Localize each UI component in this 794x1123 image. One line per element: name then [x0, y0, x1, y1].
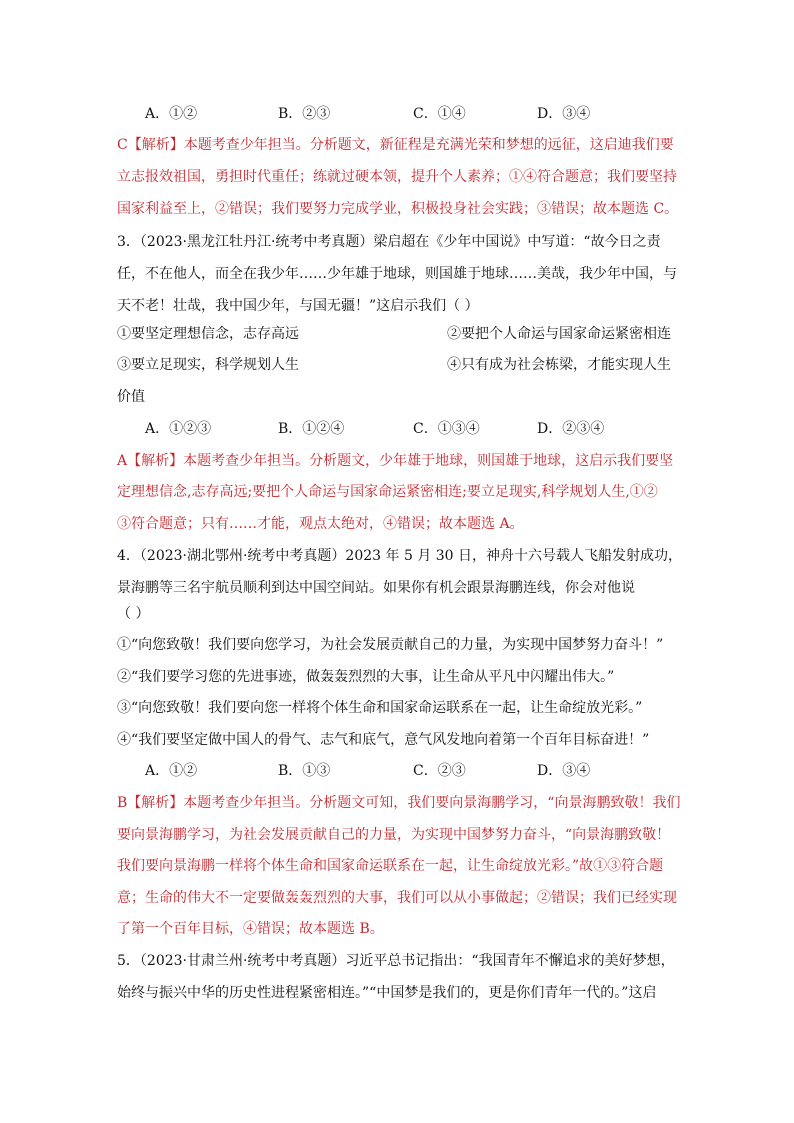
- q3-analysis-text-1: 本题考查少年担当。分析题文，少年雄于地球，则国雄于地球，这启示我们要坚: [183, 453, 674, 469]
- q4-option-d: D．③④: [537, 763, 591, 779]
- q4-analysis-line-5: 了第一个百年目标，④错误；故本题选 B。: [117, 921, 384, 937]
- q4-analysis-tag: 【解析】: [127, 795, 184, 811]
- q2-option-a: A．①②: [145, 106, 198, 122]
- q4-analysis-text-4c: 我们已经实现: [593, 890, 677, 906]
- q3-option-b: B．①②④: [278, 421, 345, 437]
- q4-answer-letter: B: [117, 795, 128, 811]
- q4-stem-line-1: 4．（2023·湖北鄂州·统考中考真题）2023 年 5 月 30 日，神舟十六号载人飞船发射成功，: [117, 548, 683, 564]
- q3-stem-line-1: 3．（2023·黑龙江牡丹江·统考中考真题）梁启超在《少年中国说》中写道：“故今日之责: [117, 234, 661, 250]
- q4-statement-3: ③“向您致敬！我们要向您一样将个体生命和国家命运联系在一起，让生命绽放光彩。”: [117, 700, 643, 716]
- q4-analysis-line-2: [117, 825, 677, 845]
- q4-analysis-line-3: [117, 856, 677, 876]
- q3-analysis-line-3: ③符合题意；只有……才能，观点太绝对，④错误；故本题选 A。: [117, 516, 524, 532]
- q4-analysis-line-4: [117, 888, 677, 908]
- q4-analysis-text-2b: “向景海鹏致敬！: [565, 827, 671, 843]
- q4-analysis-text-4b: ②错误；: [537, 890, 593, 906]
- q5-stem-line-1: 5．（2023·甘肃兰州·统考中考真题）习近平总书记指出：“我国青年不懈追求的美好梦想，: [117, 953, 675, 969]
- q2-analysis-tag: 【解析】: [127, 137, 184, 153]
- q4-analysis-text-4a: 意；生命的伟大不一定要做轰轰烈烈的大事，我们可以从小事做起；: [117, 890, 537, 906]
- q4-option-b: B．①③: [278, 763, 331, 779]
- q4-analysis-text-2a: 要向景海鹏学习，为社会发展贡献自己的力量，为实现中国梦努力奋斗，: [117, 827, 565, 843]
- q4-analysis-text-3b: 故①③符合题: [579, 858, 664, 874]
- q2-analysis-line-2: [117, 167, 677, 187]
- q2-analysis-text-1: 本题考查少年担当。分析题文，新征程是充满光荣和梦想的远征，这启迪我们要: [183, 137, 674, 153]
- q3-statement-1: ①要坚定理想信念，志存高远: [117, 326, 299, 342]
- q2-option-d: D．③④: [537, 106, 591, 122]
- q4-analysis-text-1b: “向景海鹏致敬！我们: [547, 795, 681, 811]
- q4-option-c: C．②③: [413, 763, 466, 779]
- q4-option-a: A．①②: [145, 763, 198, 779]
- q4-stem-line-2: 景海鹏等三名宇航员顺利到达中国空间站。如果你有机会跟景海鹏连线，你会对他说: [117, 580, 635, 596]
- q3-stem-line-3: 天不老！壮哉，我中国少年，与国无疆！”这启示我们（ ）: [117, 298, 479, 314]
- q4-stem-line-3: （ ）: [117, 606, 150, 622]
- q3-statement-3: ③要立足现实，科学规划人生: [117, 357, 299, 373]
- q3-analysis-line-1: [117, 451, 677, 471]
- q3-statement-4-cont: 价值: [117, 389, 145, 405]
- q3-statement-4: ④只有成为社会栋梁，才能实现人生: [447, 357, 671, 373]
- q3-analysis-tag: 【解析】: [127, 453, 184, 469]
- q3-statement-2: ②要把个人命运与国家命运紧密相连: [447, 326, 671, 342]
- q4-statement-2: ②“我们要学习您的先进事迹，做轰轰烈烈的大事，让生命从平凡中闪耀出伟大。”: [117, 669, 615, 685]
- q3-answer-letter: A: [117, 453, 128, 469]
- q2-option-c: C．①④: [413, 106, 466, 122]
- q2-analysis-line-3: 国家利益至上，②错误；我们要努力完成学业，积极投身社会实践；③错误；故本题选 C。: [117, 201, 679, 217]
- q4-analysis-text-1a: 本题考查少年担当。分析题文可知，我们要向景海鹏学习，: [183, 795, 548, 811]
- q3-option-c: C．①③④: [413, 421, 480, 437]
- q4-analysis-line-1: [117, 793, 681, 813]
- q3-option-a: A．①②③: [145, 421, 212, 437]
- q2-option-b: B．②③: [278, 106, 331, 122]
- q4-statement-4: ④“我们要坚定做中国人的骨气、志气和底气，意气风发地向着第一个百年目标奋进！”: [117, 732, 650, 748]
- q4-statement-1: ①“向您致敬！我们要向您学习，为社会发展贡献自己的力量，为实现中国梦努力奋斗！”: [117, 637, 664, 653]
- q3-analysis-line-2: 定理想信念,志存高远;要把个人命运与国家命运紧密相连;要立足现实,科学规划人生,①②: [117, 484, 658, 500]
- q3-option-d: D．②③④: [537, 421, 605, 437]
- q5-stem-line-2: 始终与振兴中华的历史性进程紧密相连。”“中国梦是我们的，更是你们青年一代的。”这启: [117, 985, 657, 1001]
- q2-analysis-text-2a: 立志报效祖国，勇担时代重任；练就过硬本领，提升个人素养；: [117, 169, 509, 185]
- q4-analysis-text-3a: 我们要向景海鹏一样将个体生命和国家命运联系在一起，让生命绽放光彩。”: [117, 858, 580, 874]
- q2-analysis-line-1: [117, 135, 677, 155]
- q2-analysis-text-2b: ①④符合题意；我们要坚持: [509, 169, 677, 185]
- q2-answer-letter: C: [117, 137, 128, 153]
- q3-stem-line-2: 任，不在他人，而全在我少年……少年雄于地球，则国雄于地球……美哉，我少年中国，与: [117, 266, 677, 282]
